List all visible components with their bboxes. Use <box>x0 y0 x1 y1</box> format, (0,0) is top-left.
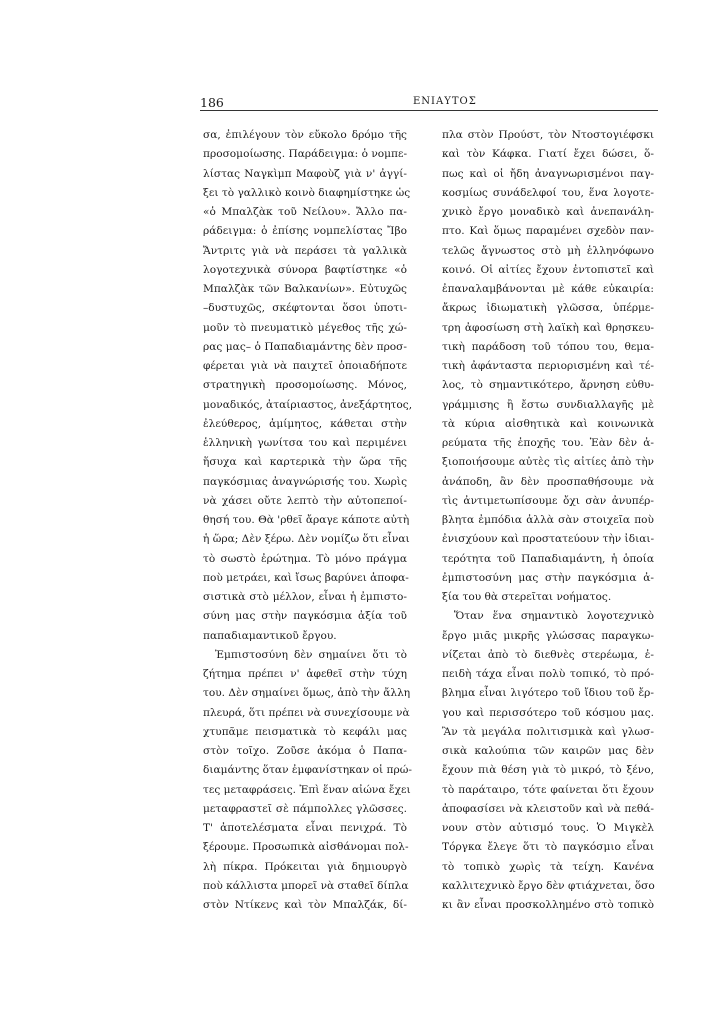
text-line: λογοτεχνικὰ σύνορα βαφτίστηκε «ὁ <box>203 263 407 276</box>
text-line: –δυστυχῶς, σκέφτονται ὅσοι ὑποτι- <box>203 302 407 315</box>
text-line: Ἄντριτς γιὰ νὰ περάσει τὰ γαλλικὰ <box>203 244 407 257</box>
text-line: κοινό. Οἱ αἰτίες ἔχουν ἐντοπιστεῖ καὶ <box>442 263 654 276</box>
text-line: στρατηγικὴ προσομοίωσης. Μόνος, <box>203 379 407 392</box>
text-line: λίστας Ναγκὶμπ Μαφοὺζ γιὰ ν' ἀγγί- <box>203 167 407 180</box>
text-line: φέρεται γιὰ νὰ παιχτεῖ ὁποιαδήποτε <box>203 360 407 372</box>
text-line: στὸν τοῖχο. Ζοῦσε ἀκόμα ὁ Παπα- <box>203 745 407 757</box>
text-line: τὸ σωστὸ ἐρώτημα. Τὸ μόνο πράγμα <box>203 552 407 565</box>
left-text-column <box>203 126 413 915</box>
text-line: ξία του θὰ στερεῖται νοήματος. <box>442 591 612 603</box>
text-line: ἐλεύθερος, ἀμίμητος, κάθεται στὴν <box>203 417 407 430</box>
text-line: ἐνισχύουν καὶ προστατεύουν τὴν ἰδιαι- <box>442 533 655 546</box>
text-line: τὸ παράταιρο, τότε φαίνεται ὅτι ἔχουν <box>442 783 654 796</box>
text-line: κοσμίως συνάδελφοί του, ἕνα λογοτε- <box>442 186 654 199</box>
text-line: πλευρά, ὅτι πρέπει νὰ συνεχίσουμε νὰ <box>203 706 410 719</box>
text-line: ἀποφασίσει νὰ κλειστοῦν καὶ νὰ πεθά- <box>442 802 654 815</box>
text-line: ἑλληνικὴ γωνίτσα του καὶ περιμένει <box>203 437 407 449</box>
text-line: ἥσυχα καὶ καρτερικὰ τὴν ὥρα τῆς <box>203 456 407 469</box>
text-line: γου καὶ περισσότερο τοῦ κόσμου μας. <box>442 706 654 719</box>
text-line: Μπαλζὰκ τῶν Βαλκανίων». Εὐτυχῶς <box>203 283 407 295</box>
text-line: προσομοίωσης. Παράδειγμα: ὁ νομπε- <box>203 148 408 161</box>
text-line: τικὴ ἀφάνταστα περιορισμένη καὶ τέ- <box>442 360 654 372</box>
page-header <box>200 95 658 111</box>
text-line: ἡ ὥρα; Δὲν ξέρω. Δὲν νομίζω ὅτι εἶναι <box>203 533 410 546</box>
text-line: ἔχουν πιὰ θέση γιὰ τὸ μικρό, τὸ ξένο, <box>442 764 654 777</box>
text-line: τικὴ παράδοση τοῦ τόπου του, θεμα- <box>442 340 654 353</box>
text-line: λὴ πίκρα. Πρόκειται γιὰ δημιουργὸ <box>203 860 407 873</box>
text-line: ποὺ μετράει, καὶ ἴσως βαρύνει ἀποφα- <box>203 571 409 584</box>
text-line: σιστικὰ στὸ μέλλον, εἶναι ἡ ἐμπιστο- <box>203 591 407 603</box>
text-line: ἄκρως ἰδιωματικὴ γλῶσσα, ὑπέρμε- <box>442 302 654 315</box>
text-line: ποὺ κάλλιστα μπορεῖ νὰ σταθεῖ δίπλα <box>203 879 409 892</box>
text-line: πλα στὸν Προύστ, τὸν Ντοστογιέφσκι <box>442 129 654 141</box>
text-line: ἀνάποδη, ἂν δὲν προσπαθήσουμε νὰ <box>442 475 654 488</box>
text-line: του. Δὲν σημαίνει ὅμως, ἀπὸ τὴν ἄλλη <box>203 687 411 700</box>
text-line: Τ' ἀποτελέσματα εἶναι πενιχρά. Τὸ <box>203 822 407 834</box>
text-line: κι ἂν εἶναι προσκολλημένο στὸ τοπικὸ <box>442 899 654 911</box>
text-line: «ὁ Μπαλζὰκ τοῦ Νείλου». Ἄλλο πα- <box>203 206 407 218</box>
text-line: τὸ τοπικὸ χωρὶς τὰ τείχη. Κανένα <box>442 860 654 873</box>
text-line: πως καὶ οἱ ἤδη ἀναγνωρισμένοι παγ- <box>442 167 654 180</box>
text-line: παπαδιαμαντικοῦ ἔργου. <box>203 629 337 642</box>
text-line: λος, τὸ σημαντικότερο, ἄρνηση εὐθυ- <box>442 379 654 392</box>
header-rule <box>200 110 658 111</box>
text-line: βλημα εἶναι λιγότερο τοῦ ἴδιου τοῦ ἔρ- <box>442 687 654 700</box>
text-line: σύνη μας στὴν παγκόσμια ἀξία τοῦ <box>203 610 407 623</box>
running-title: ΕΝΙΑΥΤΟΣ <box>413 96 477 107</box>
text-line: ξέρουμε. Προσωπικὰ αἰσθάνομαι πολ- <box>203 841 409 854</box>
text-line: θησή του. Θὰ 'ρθεῖ ἄραγε κάποτε αὐτὴ <box>203 514 410 526</box>
text-line: Τόργκα ἔλεγε ὅτι τὸ παγκόσμιο εἶναι <box>442 841 654 854</box>
text-line: γράμμισης ἢ ἔστω συνδιαλλαγῆς μὲ <box>442 398 654 411</box>
text-line: καλλιτεχνικὸ ἔργο δὲν φτιάχνεται, ὅσο <box>442 879 655 892</box>
text-line: νὰ χάσει οὔτε λεπτὸ τὴν αὐτοπεποί- <box>203 494 407 507</box>
text-line: τὰ κύρια αἰσθητικὰ καὶ κοινωνικὰ <box>442 417 654 430</box>
text-line: Ἂν τὰ μεγάλα πολιτισμικὰ καὶ γλωσ- <box>442 725 654 738</box>
text-line: πειδὴ τάχα εἶναι πολὺ τοπικό, τὸ πρό- <box>442 668 654 680</box>
text-line: Ἐμπιστοσύνη δὲν σημαίνει ὅτι τὸ <box>215 648 407 661</box>
text-line: σικὰ καλούπια τῶν καιρῶν μας δὲν <box>442 745 654 757</box>
text-line: μοναδικός, ἀταίριαστος, ἀνεξάρτητος, <box>203 398 413 411</box>
text-line: μοῦν τὸ πνευματικὸ μέγεθος τῆς χώ- <box>203 321 407 334</box>
text-line: νίζεται ἀπὸ τὸ διεθνὲς στερέωμα, ἐ- <box>442 648 654 661</box>
text-line: τρη ἀφοσίωση στὴ λαϊκὴ καὶ θρησκευ- <box>442 321 654 334</box>
text-line: ἐπαναλαμβάνονται μὲ κάθε εὐκαιρία: <box>442 283 654 295</box>
text-line: τελῶς ἄγνωστος στὸ μὴ ἑλληνόφωνο <box>442 244 654 257</box>
text-line: στὸν Ντίκενς καὶ τὸν Μπαλζάκ, δί- <box>203 899 407 911</box>
text-line: καὶ τὸν Κάφκα. Γιατί ἔχει δώσει, ὅ- <box>442 148 654 161</box>
text-line: ζήτημα πρέπει ν' ἀφεθεῖ στὴν τύχη <box>203 668 407 680</box>
page-number: 186 <box>200 95 224 110</box>
text-line: ξει τὸ γαλλικὸ κοινὸ διαφημίστηκε ὡς <box>203 186 411 199</box>
text-line: ἐμπιστοσύνη μας στὴν παγκόσμια ἀ- <box>442 571 654 584</box>
right-text-column <box>442 126 654 915</box>
text-line: τὶς ἀντιμετωπίσουμε ὄχι σὰν ἀνυπέρ- <box>442 494 654 507</box>
text-line: νουν στὸν αὐτισμό τους. Ὁ Μιγκὲλ <box>442 822 654 834</box>
text-line: ράδειγμα: ὁ ἐπίσης νομπελίστας Ἴβο <box>203 225 407 238</box>
text-line: βλητα ἐμπόδια ἀλλὰ σὰν στοιχεῖα ποὺ <box>442 514 654 526</box>
text-line: ρεύματα τῆς ἐποχῆς του. Ἐὰν δὲν ἀ- <box>442 437 654 449</box>
text-line: μεταφραστεῖ σὲ πάμπολλες γλῶσσες. <box>203 802 407 815</box>
text-line: πτο. Καὶ ὅμως παραμένει σχεδὸν παν- <box>442 225 654 238</box>
text-line: Ὅταν ἕνα σημαντικὸ λογοτεχνικὸ <box>454 610 654 623</box>
text-line: τερότητα τοῦ Παπαδιαμάντη, ἡ ὁποία <box>442 552 654 565</box>
text-line: ξιοποιήσουμε αὐτὲς τὶς αἰτίες ἀπὸ τὴν <box>442 456 654 469</box>
text-line: τες μεταφράσεις. Ἐπὶ ἕναν αἰώνα ἔχει <box>203 783 411 796</box>
text-line: διαμάντης ὅταν ἐμφανίστηκαν οἱ πρώ- <box>203 764 412 777</box>
text-line: ρας μας– ὁ Παπαδιαμάντης δὲν προσ- <box>203 340 407 353</box>
text-line: χτυπᾶμε πεισματικὰ τὸ κεφάλι μας <box>203 725 407 738</box>
text-line: σα, ἐπιλέγουν τὸν εὔκολο δρόμο τῆς <box>203 129 407 141</box>
text-line: χνικὸ ἔργο μοναδικὸ καὶ ἀνεπανάλη- <box>442 206 654 218</box>
text-line: παγκόσμιας ἀναγνώρισής του. Χωρὶς <box>203 475 407 488</box>
text-line: ἔργο μιᾶς μικρῆς γλώσσας παραγκω- <box>442 629 654 642</box>
